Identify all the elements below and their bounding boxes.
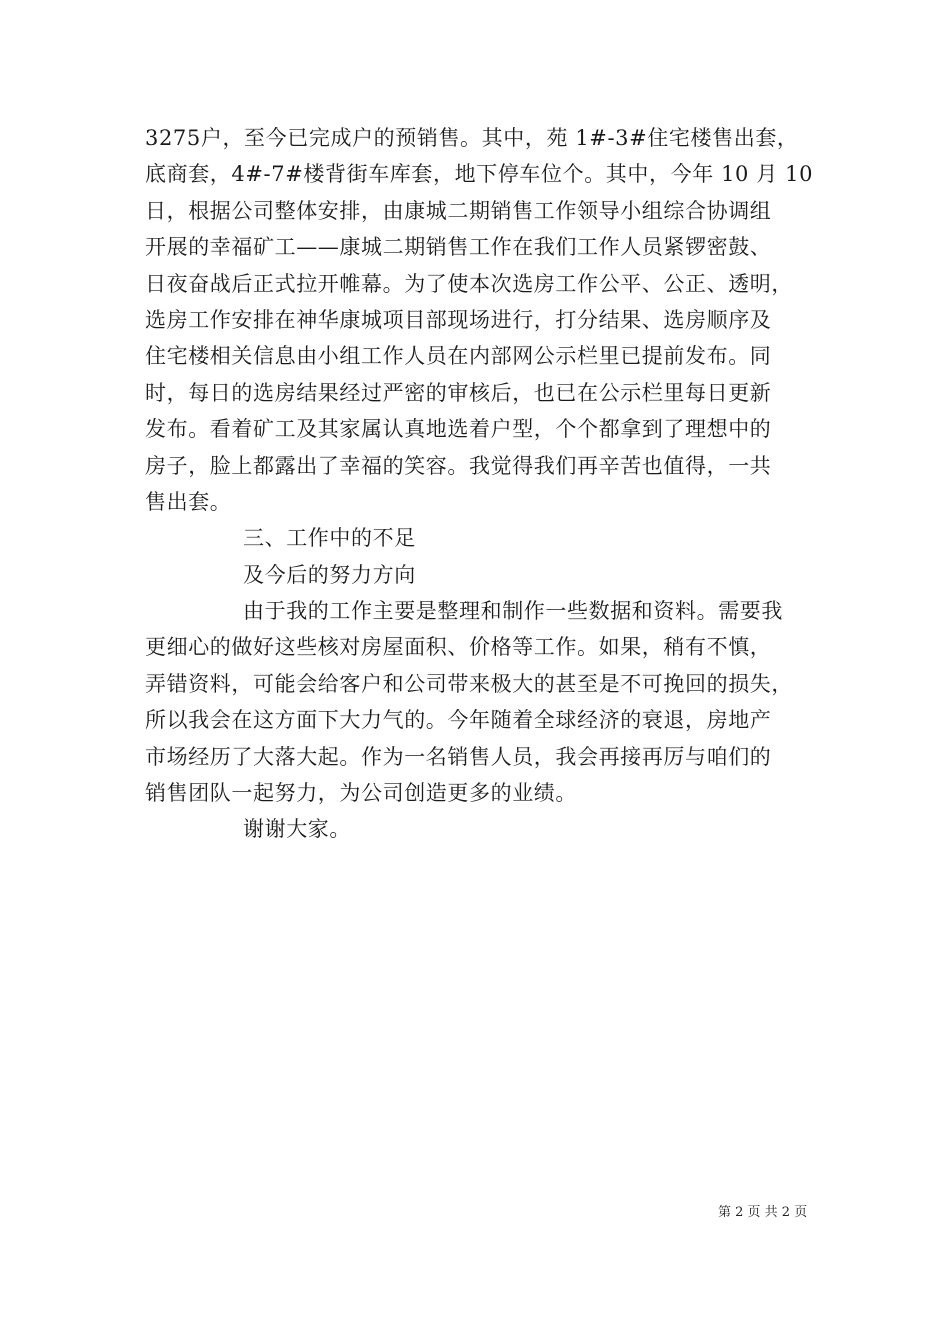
paragraph-2-line: 弄错资料，可能会给客户和公司带来极大的甚至是不可挽回的损失， [145,671,793,696]
paragraph-1-line: 住宅楼相关信息由小组工作人员在内部网公示栏里已提前发布。同 [145,344,772,369]
section-heading: 三、工作中的不足 [243,526,416,551]
paragraph-1-line: 日夜奋战后正式拉开帷幕。为了使本次选房工作公平、公正、透明， [145,271,793,296]
paragraph-1-line: 时，每日的选房结果经过严密的审核后，也已在公示栏里每日更新 [145,380,772,405]
paragraph-1-line: 底商套，4#-7#楼背街车库套，地下停车位个。其中，今年 10 月 10 [145,162,814,187]
paragraph-2-line: 销售团队一起努力，为公司创造更多的业绩。 [145,781,577,806]
paragraph-2-line: 市场经历了大落大起。作为一名销售人员，我会再接再厉与咱们的 [145,744,772,769]
paragraph-2-line: 由于我的工作主要是整理和制作一些数据和资料。需要我 [243,599,783,624]
paragraph-1-line: 售出套。 [145,489,232,514]
paragraph-2-line: 所以我会在这方面下大力气的。今年随着全球经济的衰退，房地产 [145,708,772,733]
paragraph-2-line: 更细心的做好这些核对房屋面积、价格等工作。如果，稍有不慎， [145,635,772,660]
paragraph-1-line: 选房工作安排在神华康城项目部现场进行，打分结果、选房顺序及 [145,307,772,332]
paragraph-1-line: 日，根据公司整体安排，由康城二期销售工作领导小组综合协调组 [145,198,772,223]
page-number: 第 2 页 共 2 页 [718,1205,808,1220]
closing-remark: 谢谢大家。 [243,817,351,842]
paragraph-1-line: 3275户，至今已完成户的预销售。其中，苑 1#-3#住宅楼售出套， [145,126,799,150]
paragraph-1-line: 房子，脸上都露出了幸福的笑容。我觉得我们再辛苦也值得，一共 [145,453,772,478]
document-body [145,120,815,848]
section-heading-continued: 及今后的努力方向 [243,562,416,587]
paragraph-1-line: 开展的幸福矿工——康城二期销售工作在我们工作人员紧锣密鼓、 [145,235,772,260]
paragraph-1-line: 发布。看着矿工及其家属认真地选着户型，个个都拿到了理想中的 [145,417,772,442]
